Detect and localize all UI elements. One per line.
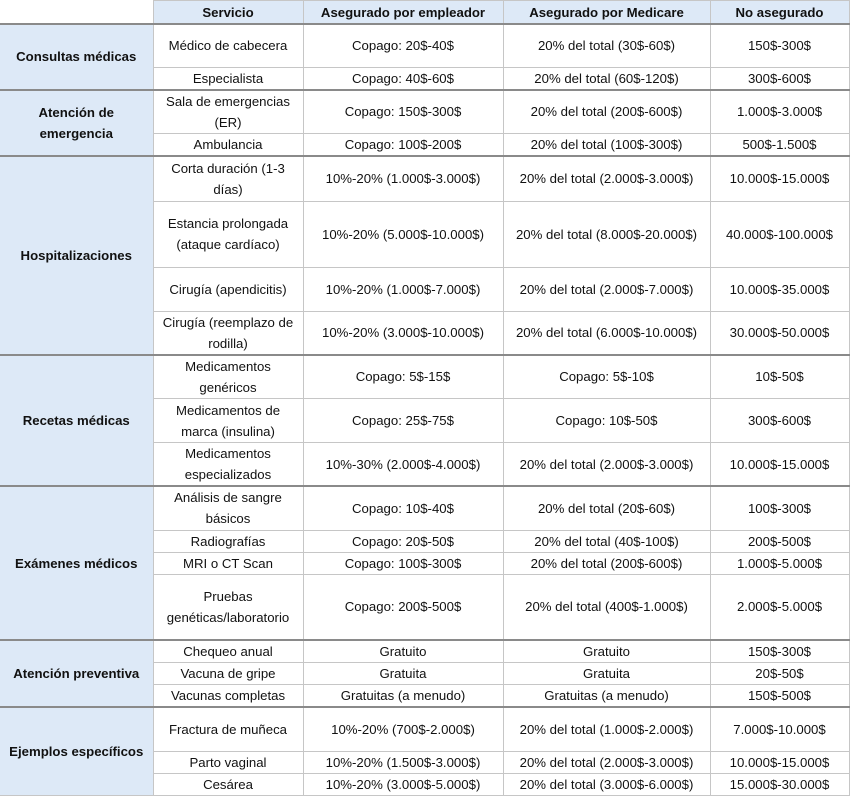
medicare-cell: Copago: 10$-50$ [503,399,710,443]
category-group [0,90,849,157]
employer-cell: Copago: 150$-300$ [303,90,503,134]
medicare-cell: 20% del total (2.000$-3.000$) [503,443,710,487]
category-group [0,24,849,90]
uninsured-cell: 1.000$-3.000$ [710,90,849,134]
employer-cell: 10%-20% (1.000$-3.000$) [303,156,503,201]
table-row [0,640,849,663]
service-cell: Chequeo anual [153,640,303,663]
category-group [0,486,849,640]
employer-cell: Copago: 10$-40$ [303,486,503,530]
service-cell: Cesárea [153,773,303,795]
employer-cell: Copago: 40$-60$ [303,67,503,90]
uninsured-cell: 200$-500$ [710,530,849,552]
table-row [0,24,849,67]
header-servicio: Servicio [153,1,303,25]
service-cell: Corta duración (1-3 días) [153,156,303,201]
category-group [0,707,849,795]
medicare-cell: 20% del total (200$-600$) [503,90,710,134]
employer-cell: Gratuitas (a menudo) [303,685,503,708]
category-cell: Atención preventiva [0,640,153,707]
uninsured-cell: 150$-300$ [710,24,849,67]
medicare-cell: 20% del total (8.000$-20.000$) [503,201,710,267]
uninsured-cell: 10.000$-15.000$ [710,156,849,201]
employer-cell: Gratuita [303,663,503,685]
category-cell: Ejemplos específicos [0,707,153,795]
table-row [0,486,849,530]
uninsured-cell: 2.000$-5.000$ [710,574,849,640]
medicare-cell: 20% del total (2.000$-3.000$) [503,751,710,773]
employer-cell: Copago: 20$-50$ [303,530,503,552]
header-corner [0,1,153,25]
employer-cell: 10%-20% (700$-2.000$) [303,707,503,751]
service-cell: Análisis de sangre básicos [153,486,303,530]
medicare-cell: 20% del total (2.000$-7.000$) [503,267,710,311]
service-cell: Sala de emergencias (ER) [153,90,303,134]
uninsured-cell: 7.000$-10.000$ [710,707,849,751]
employer-cell: 10%-20% (3.000$-5.000$) [303,773,503,795]
service-cell: Ambulancia [153,134,303,157]
service-cell: Medicamentos especializados [153,443,303,487]
category-cell: Hospitalizaciones [0,156,153,355]
employer-cell: 10%-20% (3.000$-10.000$) [303,311,503,355]
service-cell: Vacuna de gripe [153,663,303,685]
service-cell: Estancia prolongada (ataque cardíaco) [153,201,303,267]
uninsured-cell: 10.000$-15.000$ [710,751,849,773]
employer-cell: 10%-20% (1.000$-7.000$) [303,267,503,311]
uninsured-cell: 150$-500$ [710,685,849,708]
medicare-cell: Copago: 5$-10$ [503,355,710,399]
service-cell: Parto vaginal [153,751,303,773]
service-cell: MRI o CT Scan [153,552,303,574]
employer-cell: 10%-20% (5.000$-10.000$) [303,201,503,267]
medicare-cell: Gratuita [503,663,710,685]
service-cell: Pruebas genéticas/laboratorio [153,574,303,640]
medicare-cell: Gratuito [503,640,710,663]
uninsured-cell: 15.000$-30.000$ [710,773,849,795]
employer-cell: 10%-30% (2.000$-4.000$) [303,443,503,487]
service-cell: Fractura de muñeca [153,707,303,751]
uninsured-cell: 500$-1.500$ [710,134,849,157]
medicare-cell: 20% del total (200$-600$) [503,552,710,574]
medicare-cell: 20% del total (1.000$-2.000$) [503,707,710,751]
header-empleador: Asegurado por empleador [303,1,503,25]
employer-cell: 10%-20% (1.500$-3.000$) [303,751,503,773]
category-cell: Consultas médicas [0,24,153,90]
table-row [0,355,849,399]
service-cell: Médico de cabecera [153,24,303,67]
uninsured-cell: 300$-600$ [710,399,849,443]
medicare-cell: 20% del total (100$-300$) [503,134,710,157]
service-cell: Especialista [153,67,303,90]
employer-cell: Copago: 200$-500$ [303,574,503,640]
medicare-cell: 20% del total (3.000$-6.000$) [503,773,710,795]
category-group [0,640,849,707]
employer-cell: Copago: 100$-300$ [303,552,503,574]
table-row [0,90,849,134]
uninsured-cell: 150$-300$ [710,640,849,663]
category-group [0,156,849,355]
medicare-cell: 20% del total (2.000$-3.000$) [503,156,710,201]
uninsured-cell: 10.000$-15.000$ [710,443,849,487]
employer-cell: Gratuito [303,640,503,663]
service-cell: Vacunas completas [153,685,303,708]
category-cell: Atención de emergencia [0,90,153,157]
medicare-cell: 20% del total (40$-100$) [503,530,710,552]
employer-cell: Copago: 20$-40$ [303,24,503,67]
medicare-cell: Gratuitas (a menudo) [503,685,710,708]
uninsured-cell: 100$-300$ [710,486,849,530]
uninsured-cell: 1.000$-5.000$ [710,552,849,574]
uninsured-cell: 20$-50$ [710,663,849,685]
category-cell: Recetas médicas [0,355,153,487]
medicare-cell: 20% del total (6.000$-10.000$) [503,311,710,355]
service-cell: Medicamentos de marca (insulina) [153,399,303,443]
table-row [0,707,849,751]
uninsured-cell: 10.000$-35.000$ [710,267,849,311]
header-medicare: Asegurado por Medicare [503,1,710,25]
category-cell: Exámenes médicos [0,486,153,640]
service-cell: Cirugía (reemplazo de rodilla) [153,311,303,355]
uninsured-cell: 10$-50$ [710,355,849,399]
table-row [0,156,849,201]
employer-cell: Copago: 100$-200$ [303,134,503,157]
employer-cell: Copago: 25$-75$ [303,399,503,443]
service-cell: Cirugía (apendicitis) [153,267,303,311]
uninsured-cell: 30.000$-50.000$ [710,311,849,355]
header-no-asegurado: No asegurado [710,1,849,25]
employer-cell: Copago: 5$-15$ [303,355,503,399]
medicare-cell: 20% del total (60$-120$) [503,67,710,90]
uninsured-cell: 40.000$-100.000$ [710,201,849,267]
category-group [0,355,849,487]
medicare-cell: 20% del total (30$-60$) [503,24,710,67]
uninsured-cell: 300$-600$ [710,67,849,90]
medicare-cell: 20% del total (20$-60$) [503,486,710,530]
medicare-cell: 20% del total (400$-1.000$) [503,574,710,640]
service-cell: Radiografías [153,530,303,552]
header-row [0,1,849,25]
service-cell: Medicamentos genéricos [153,355,303,399]
